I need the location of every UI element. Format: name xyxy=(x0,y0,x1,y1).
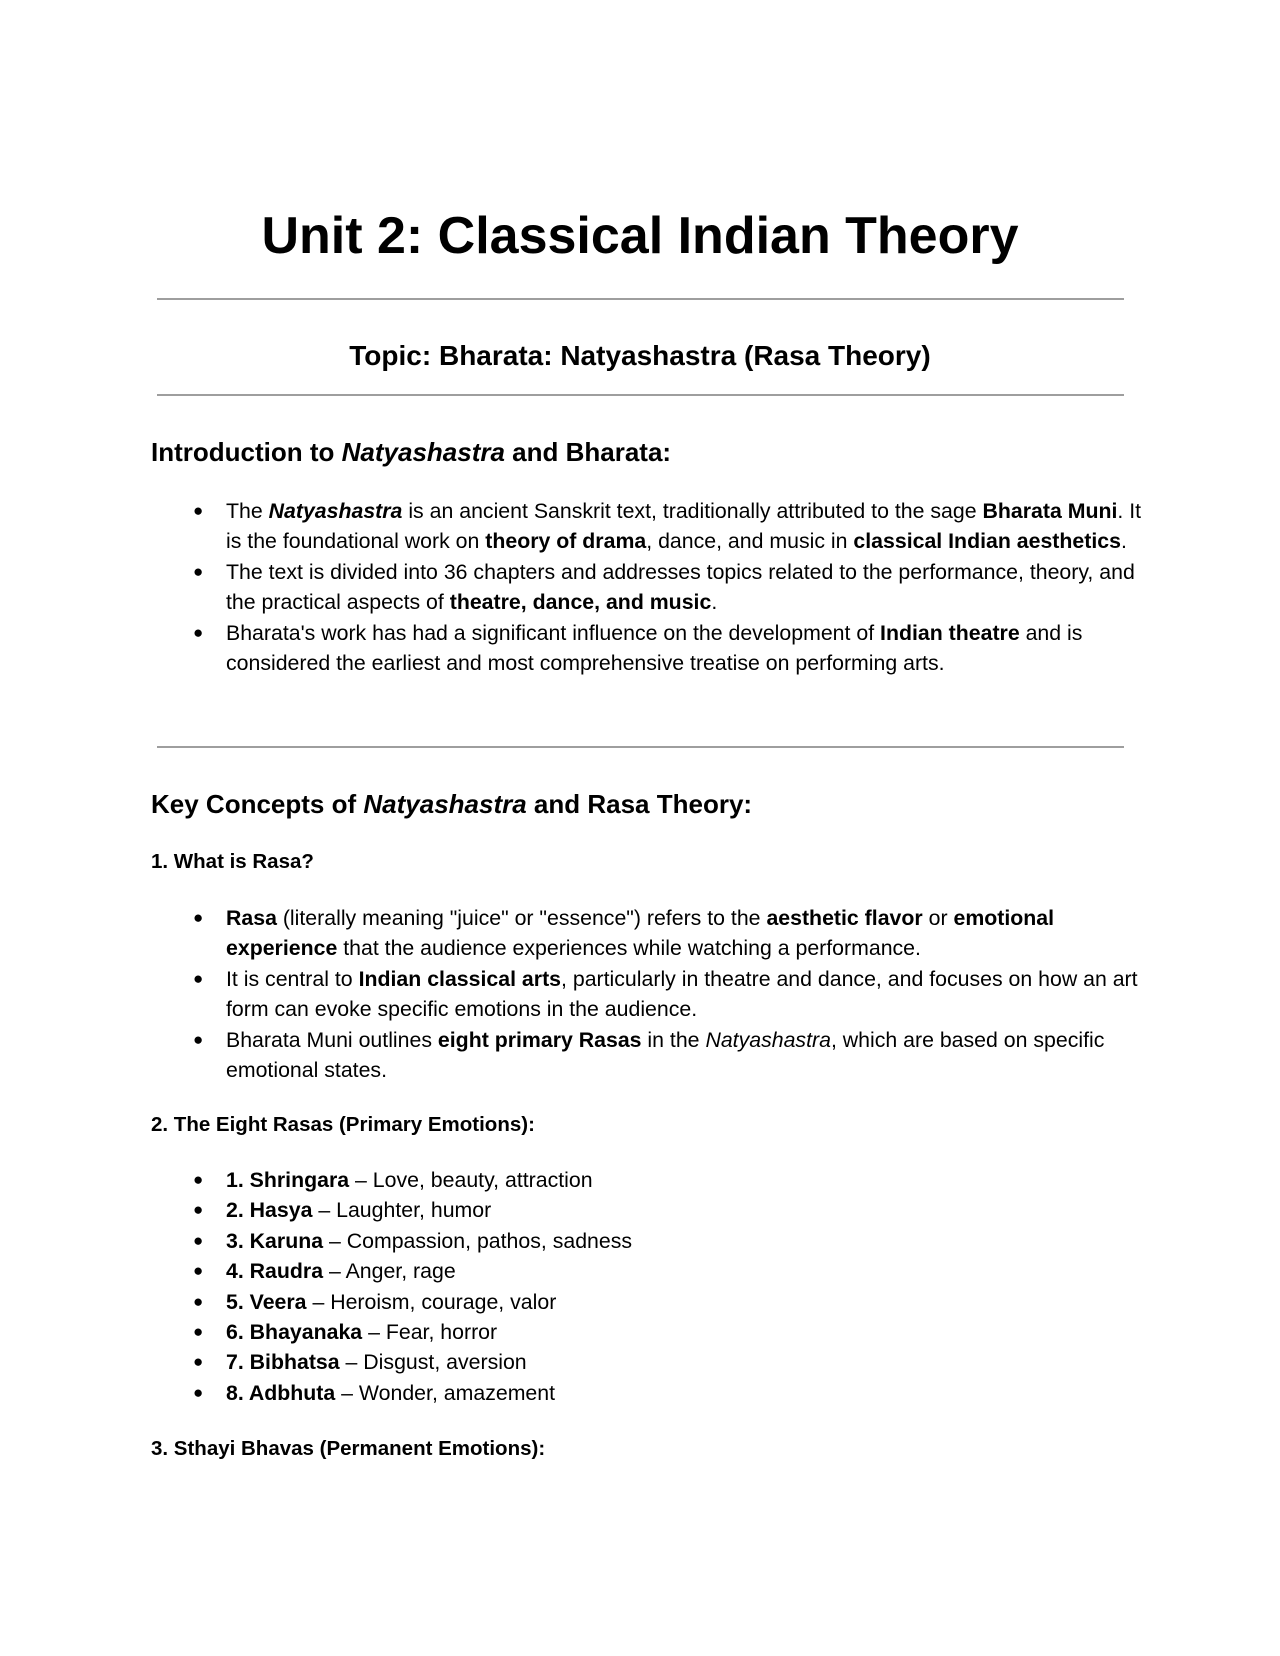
bullet-icon: ● xyxy=(193,1029,204,1049)
bullet-icon: ● xyxy=(193,1170,204,1189)
bullet-icon: ● xyxy=(193,968,204,988)
bullet-icon: ● xyxy=(193,561,204,581)
divider xyxy=(157,298,1124,300)
bullet-icon: ● xyxy=(193,1291,204,1311)
list-item: ● 5. Veera – Heroism, courage, valor xyxy=(226,1287,1146,1317)
list-item: ● The Natyashastra is an ancient Sanskrit text, traditionally attributed to the sage Bharata Muni. It is the foundational work on theory of drama, dance, and music in classical Indian aesthetics. xyxy=(226,496,1146,557)
list-item: ● 7. Bibhatsa – Disgust, aversion xyxy=(226,1347,1146,1377)
bullet-icon: ● xyxy=(193,1352,204,1372)
bullet-icon: ● xyxy=(193,1322,204,1342)
divider xyxy=(157,746,1124,748)
eight-rasas-heading: 2. The Eight Rasas (Primary Emotions): xyxy=(151,1113,535,1136)
bullet-icon: ● xyxy=(193,622,204,642)
list-item: ● 2. Hasya – Laughter, humor xyxy=(226,1195,1146,1225)
intro-list xyxy=(193,496,1146,678)
list-item: ● 1. Shringara – Love, beauty, attraction xyxy=(226,1165,1146,1195)
list-item: ● Bharata's work has had a significant influence on the development of Indian theatre and is considered the earliest and most comprehensive treatise on performing arts. xyxy=(226,618,1146,679)
intro-heading: Introduction to Natyashastra and Bharata: xyxy=(151,437,672,467)
list-item: ● 4. Raudra – Anger, rage xyxy=(226,1256,1146,1286)
eight-rasas-list xyxy=(193,1165,1146,1408)
list-item: ● Rasa (literally meaning "juice" or "essence") refers to the aesthetic flavor or emotional experience that the audience experiences while watching a performance. xyxy=(226,903,1146,964)
rasa-definition-list xyxy=(193,903,1146,1085)
sthayi-bhavas-heading: 3. Sthayi Bhavas (Permanent Emotions): xyxy=(151,1437,546,1460)
bullet-icon: ● xyxy=(193,1261,204,1281)
list-item: ● The text is divided into 36 chapters and addresses topics related to the performance, theory, and the practical aspects of theatre, dance, and music. xyxy=(226,557,1146,618)
bullet-icon: ● xyxy=(193,908,204,927)
list-item: ● Bharata Muni outlines eight primary Rasas in the Natyashastra, which are based on specific emotional states. xyxy=(226,1025,1146,1086)
bullet-icon: ● xyxy=(193,501,204,520)
list-item: ● 3. Karuna – Compassion, pathos, sadness xyxy=(226,1226,1146,1256)
page-title: Unit 2: Classical Indian Theory xyxy=(261,207,1019,265)
bullet-icon: ● xyxy=(193,1230,204,1250)
key-concepts-heading: Key Concepts of Natyashastra and Rasa Theory: xyxy=(151,789,753,819)
list-item: ● 8. Adbhuta – Wonder, amazement xyxy=(226,1378,1146,1408)
bullet-icon: ● xyxy=(193,1382,204,1402)
topic-heading: Topic: Bharata: Natyashastra (Rasa Theory) xyxy=(349,340,931,371)
list-item: ● It is central to Indian classical arts, particularly in theatre and dance, and focuses on how an art form can evoke specific emotions in the audience. xyxy=(226,964,1146,1025)
divider xyxy=(157,394,1124,396)
bullet-icon: ● xyxy=(193,1200,204,1220)
list-item: ● 6. Bhayanaka – Fear, horror xyxy=(226,1317,1146,1347)
what-is-rasa-heading: 1. What is Rasa? xyxy=(151,850,314,873)
